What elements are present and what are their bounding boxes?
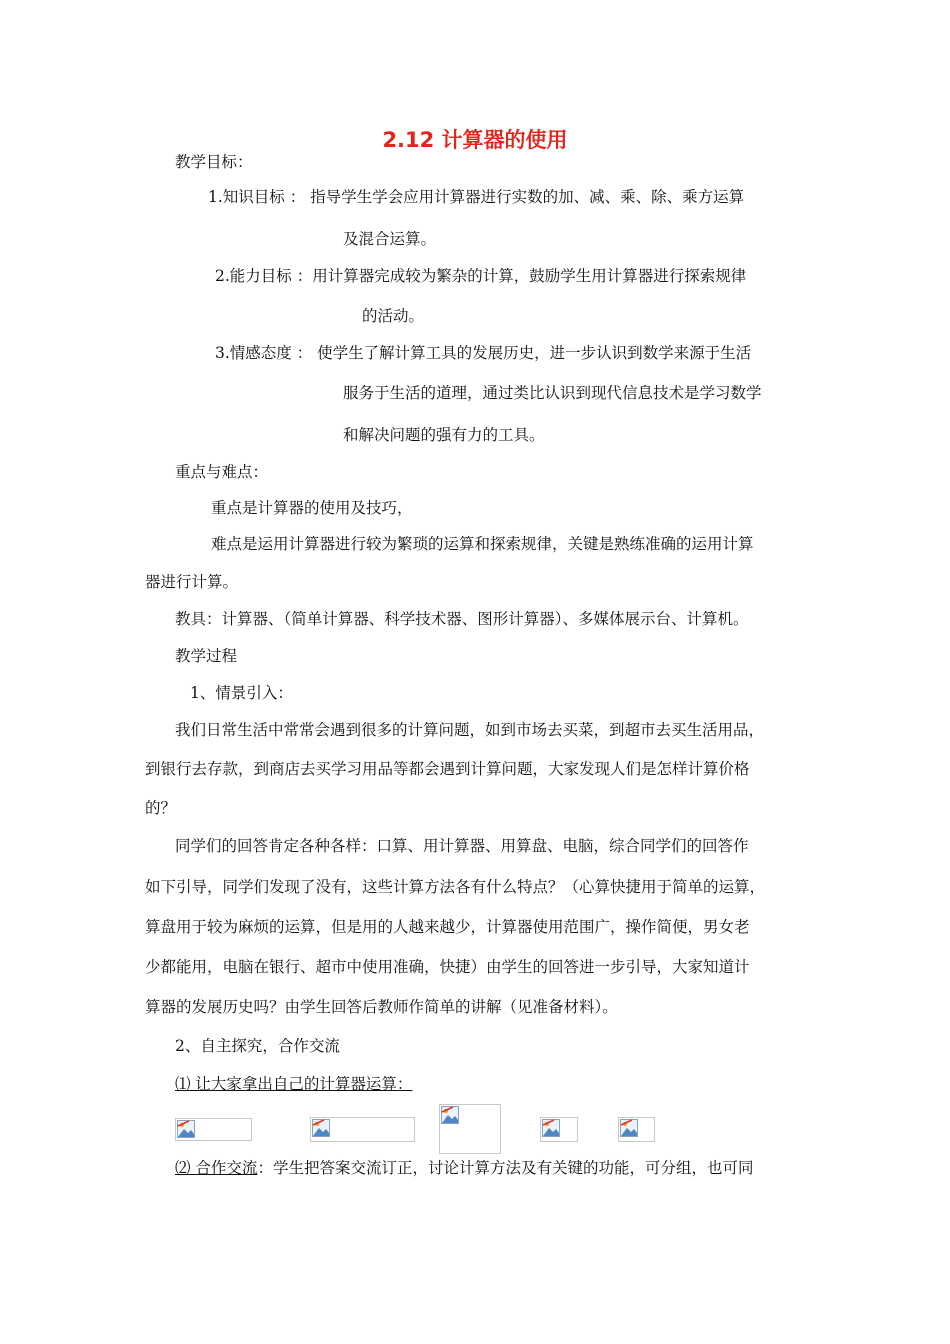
section1-heading: 1、情景引入： [190, 684, 293, 702]
document-title: 2.12 计算器的使用 [382, 128, 568, 152]
section1-para2-line: 如下引导，同学们发现了没有，这些计算方法各有什么特点？（心算快捷用于简单的运算， [145, 878, 766, 896]
broken-image-placeholder [540, 1117, 578, 1142]
broken-image-icon [441, 1106, 459, 1124]
section1-para-line: 我们日常生活中常常会遇到很多的计算问题，如到市场去买菜，到超市去买生活用品， [175, 721, 765, 739]
objective-attitude: 3.情感态度 ： 使学生了解计算工具的发展历史，进一步认识到数学来源于生活 [215, 344, 752, 362]
section2-heading: 2、自主探究，合作交流 [175, 1037, 340, 1055]
objectives-heading: 教学目标： [175, 153, 253, 171]
difficulty-text-cont: 器进行计算。 [145, 573, 239, 591]
broken-image-icon [177, 1120, 195, 1138]
tools-text: 教具：计算器、（简单计算器、科学技术器、图形计算器）、多媒体展示台、计算机。 [175, 610, 749, 628]
section1-para2-line: 算盘用于较为麻烦的运算，但是用的人越来越少，计算器使用范围广，操作简便，男女老 [145, 918, 750, 936]
difficulty-text: 难点是运用计算器进行较为繁琐的运算和探索规律，关键是熟练准确的运用计算 [211, 535, 754, 553]
broken-image-placeholder [310, 1117, 415, 1142]
broken-image-placeholder [439, 1104, 501, 1154]
process-heading: 教学过程 [175, 647, 238, 665]
objective-knowledge-cont: 及混合运算。 [343, 230, 437, 248]
objective-ability: 2.能力目标 ：用计算器完成较为繁杂的计算，鼓励学生用计算器进行探索规律 [215, 267, 747, 285]
broken-image-icon [312, 1119, 330, 1137]
step2-text: ：学生把答案交流订正，讨论计算方法及有关键的功能，可分组，也可同 [257, 1159, 754, 1177]
section1-para2-line: 少都能用，电脑在银行、超市中使用准确，快捷）由学生的回答进一步引导，大家知道计 [145, 958, 750, 976]
objective-attitude-cont1: 服务于生活的道理，通过类比认识到现代信息技术是学习数学 [343, 384, 762, 402]
section1-para-line: 的？ [145, 799, 177, 817]
step2-line [175, 1157, 753, 1179]
step1-text: ⑴ 让大家拿出自己的计算器运算： [175, 1075, 413, 1093]
objective-attitude-cont2: 和解决问题的强有力的工具。 [343, 426, 545, 444]
section1-para2-line: 算器的发展历史吗？由学生回答后教师作简单的讲解（见准备材料）。 [145, 998, 618, 1016]
step2-label: ⑵ 合作交流 [175, 1159, 258, 1177]
section1-para2-line: 同学们的回答肯定各种各样：口算、用计算器、用算盘、电脑，综合同学们的回答作 [175, 837, 749, 855]
keypoint-text: 重点是计算器的使用及技巧， [211, 499, 413, 517]
objective-knowledge: 1.知识目标 ： 指导学生学会应用计算器进行实数的加、减、乘、除、乘方运算 [208, 188, 745, 206]
broken-image-placeholder [175, 1118, 252, 1141]
broken-image-icon [542, 1119, 560, 1137]
section1-para-line: 到银行去存款，到商店去买学习用品等都会遇到计算问题，大家发现人们是怎样计算价格 [145, 760, 750, 778]
keypoints-heading: 重点与难点： [175, 463, 269, 481]
broken-image-placeholder [618, 1117, 655, 1142]
broken-image-icon [620, 1119, 638, 1137]
objective-ability-cont: 的活动。 [362, 307, 425, 325]
